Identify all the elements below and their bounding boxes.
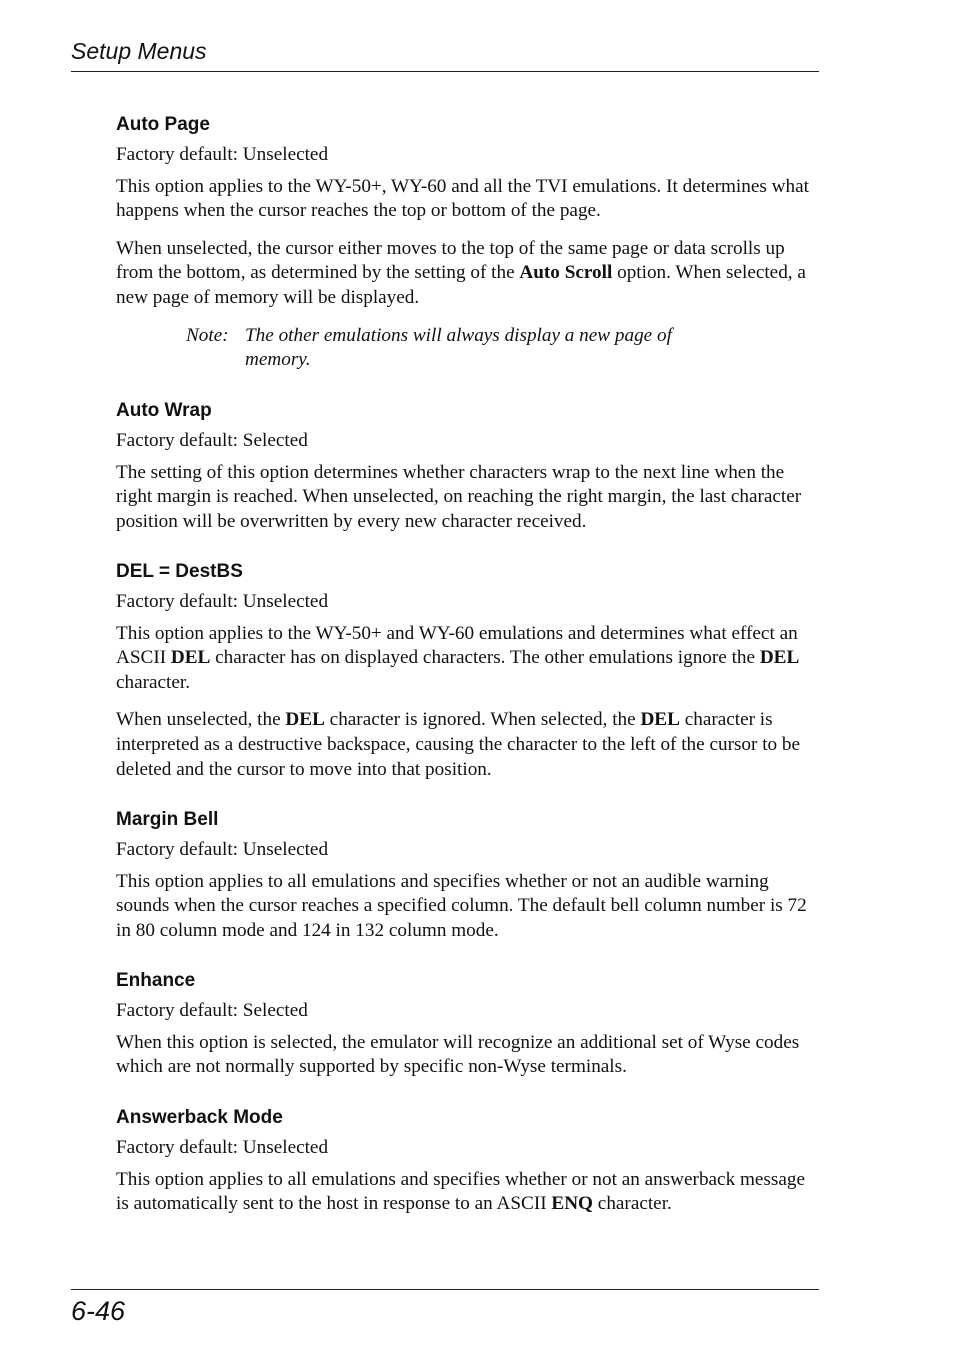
section-answerback-mode [116,1106,821,1230]
factory-default-margin-bell: Factory default: Unselected [116,839,329,860]
running-header: Setup Menus [71,38,207,64]
factory-default-answerback-mode: Factory default: Unselected [116,1137,329,1158]
footer-rule [71,1289,819,1290]
section-margin-bell [116,808,821,956]
term-del: DEL [759,647,800,669]
term-auto-scroll: Auto Scroll [519,262,613,284]
factory-default-auto-wrap: Factory default: Selected [116,430,308,451]
section-auto-wrap [116,399,821,547]
factory-default-enhance: Factory default: Selected [116,1000,308,1021]
section-del-destbs [116,560,821,795]
paragraph-auto-wrap-1: The setting of this option determines whether characters wrap to the next line when the right margin is reached. When unselected, on reaching the right margin, the last character position will be overwritten by every new character received. [116,461,802,532]
note-text: The other emulations will always display a new page of memory. [245,324,672,371]
term-enq: ENQ [551,1193,593,1215]
heading-auto-page: Auto Page [116,114,210,135]
factory-default-auto-page: Factory default: Unselected [116,144,329,165]
heading-del-destbs: DEL = DestBS [116,561,243,582]
paragraph-del-destbs-1: This option applies to the WY-50+ and WY-60 emulations and determines what effect an ASCII DEL character has on displayed characters. The other emulations ignore the DEL character. [116,622,800,693]
heading-margin-bell: Margin Bell [116,809,219,830]
section-auto-page [116,113,821,373]
term-del: DEL [640,709,680,731]
paragraph-auto-page-2: When unselected, the cursor either moves to the top of the same page or data scrolls up from the bottom, as determined by the setting of the Auto Scroll option. When selected, a new page of memory will be displayed. [116,237,806,308]
term-del: DEL [170,647,211,669]
header-rule [71,71,819,72]
heading-answerback-mode: Answerback Mode [116,1107,283,1128]
paragraph-auto-page-1: This option applies to the WY-50+, WY-60 and all the TVI emulations. It determines what happens when the cursor reaches the top or bottom of the page. [116,175,809,222]
paragraph-del-destbs-2: When unselected, the DEL character is ignored. When selected, the DEL character is interpreted as a destructive backspace, causing the character to the left of the cursor to be deleted and the cursor to move into that position. [116,709,801,780]
section-enhance [116,969,821,1093]
note-auto-page [186,324,706,373]
factory-default-del-destbs: Factory default: Unselected [116,591,329,612]
paragraph-margin-bell-1: This option applies to all emulations and specifies whether or not an audible warning sounds when the cursor reaches a specified column. The default bell column number is 72 in 80 column mode and 124 in 132 column mode. [116,870,807,941]
heading-auto-wrap: Auto Wrap [116,400,212,421]
term-del: DEL [285,709,325,731]
paragraph-answerback-mode-1: This option applies to all emulations and specifies whether or not an answerback message is automatically sent to the host in response to an ASCII ENQ character. [116,1168,805,1215]
page-number: 6-46 [71,1296,126,1326]
note-label: Note: [186,324,229,346]
heading-enhance: Enhance [116,970,196,991]
paragraph-enhance-1: When this option is selected, the emulator will recognize an additional set of Wyse codes which are not normally supported by specific non-Wyse terminals. [116,1031,800,1078]
